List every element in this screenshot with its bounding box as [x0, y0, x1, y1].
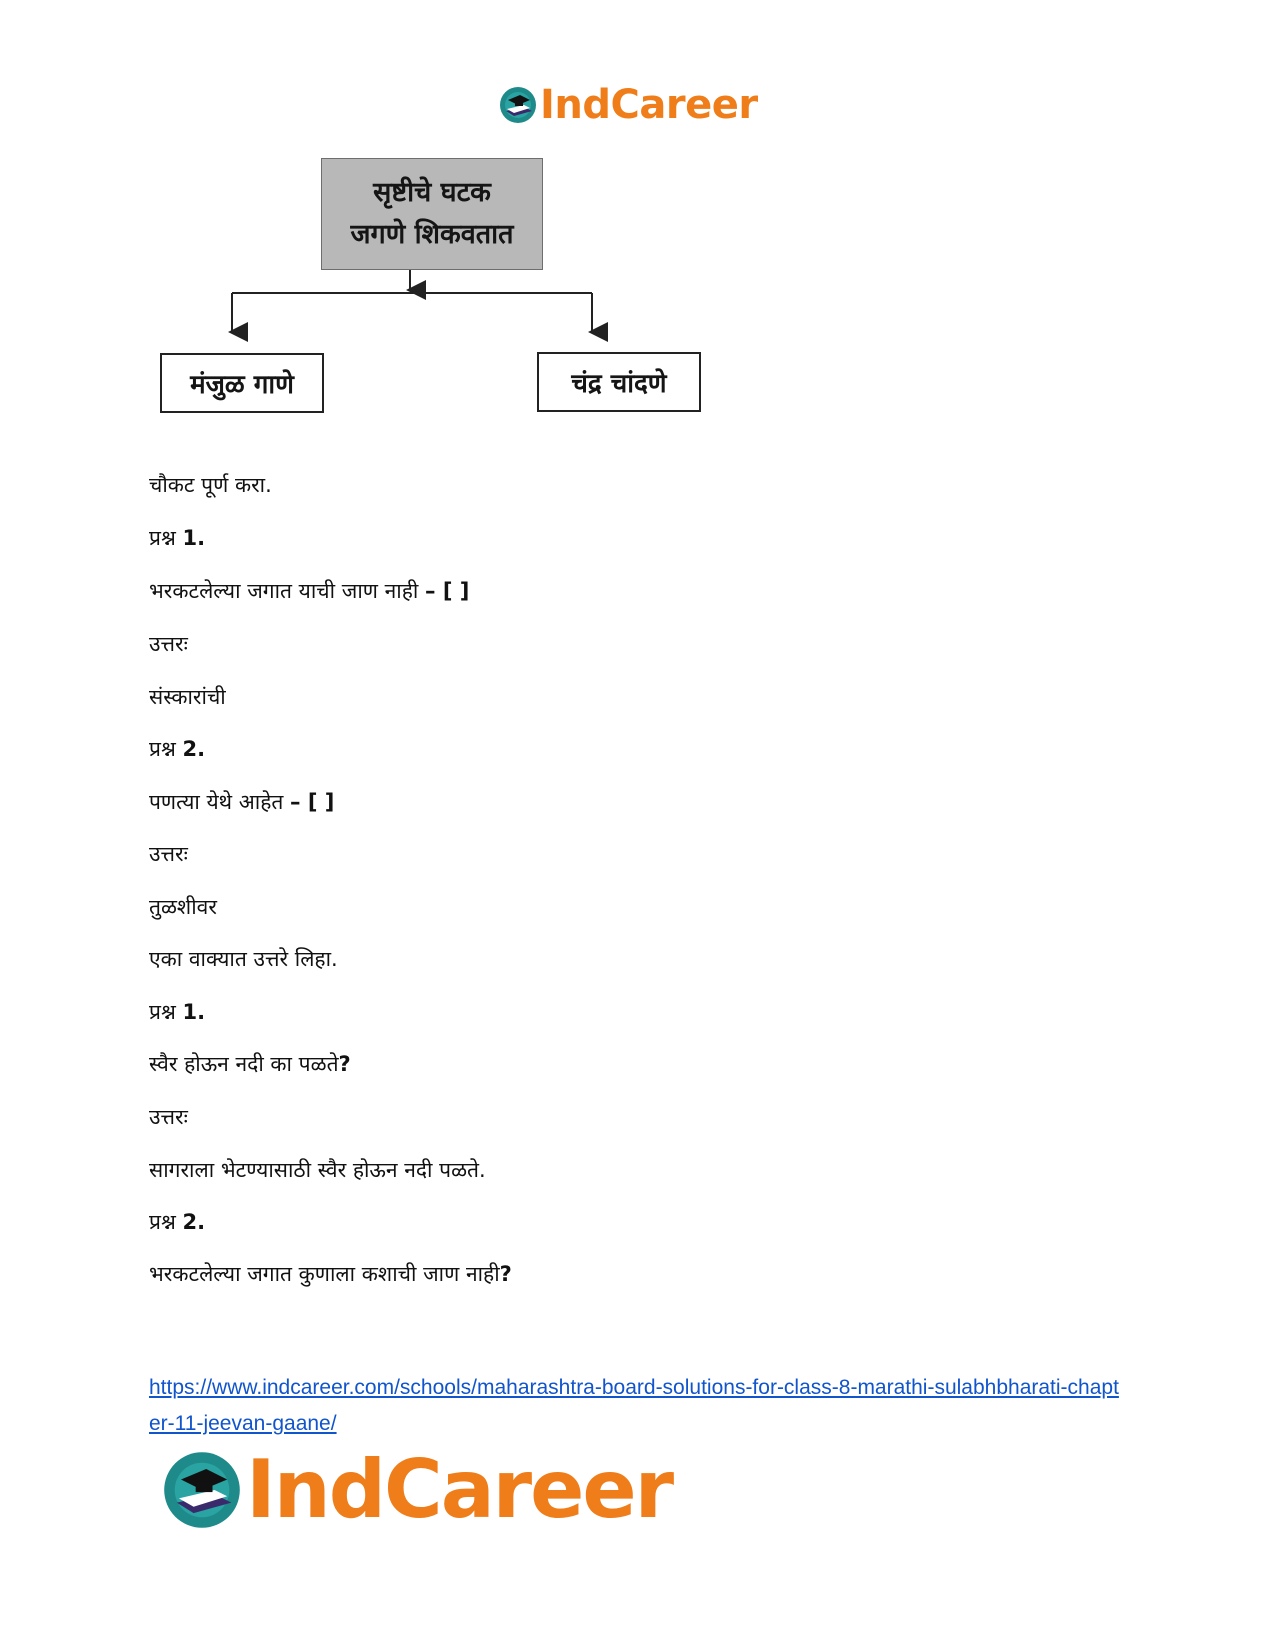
question-text	[149, 1259, 512, 1289]
answer-text: संस्कारांची	[149, 685, 226, 709]
question-label	[149, 734, 205, 764]
source-link[interactable]: https://www.indcareer.com/schools/maharashtra-board-solutions-for-class-8-marathi-sulabhbharati-chapter-11-jeevan-gaane/	[149, 1376, 1119, 1435]
logo-wordmark: IndCareer	[246, 1443, 673, 1536]
section-title-fill-box: चौकट पूर्ण करा.	[149, 473, 272, 497]
question-label	[149, 997, 205, 1027]
question-body: भरकटलेल्या जगात याची जाण नाही	[149, 579, 419, 603]
answer-text: तुळशीवर	[149, 895, 217, 919]
question-text	[149, 787, 334, 817]
question-word: प्रश्न	[149, 526, 176, 550]
diagram-center-box: सृष्टीचे घटक जगणे शिकवतात	[321, 158, 543, 270]
question-body: स्वैर होऊन नदी का पळते	[149, 1052, 339, 1076]
question-body: भरकटलेल्या जगात कुणाला कशाची जाण नाही	[149, 1262, 500, 1286]
question-number: 1.	[182, 1000, 206, 1024]
answer-label: उत्तरः	[149, 632, 188, 656]
header-logo	[498, 80, 758, 130]
answer-blank: – [ ]	[425, 579, 470, 603]
graduation-book-icon	[498, 85, 538, 125]
logo-wordmark: IndCareer	[540, 82, 758, 128]
footer-logo	[160, 1443, 673, 1536]
answer-blank: – [ ]	[290, 790, 335, 814]
concept-diagram	[150, 150, 710, 420]
question-mark: ?	[338, 1052, 351, 1076]
question-word: प्रश्न	[149, 1000, 176, 1024]
question-number: 2.	[182, 1210, 206, 1234]
question-number: 1.	[182, 526, 206, 550]
question-text	[149, 576, 469, 606]
question-text	[149, 1049, 351, 1079]
question-label	[149, 523, 205, 553]
question-word: प्रश्न	[149, 737, 176, 761]
graduation-book-icon	[160, 1448, 244, 1532]
question-word: प्रश्न	[149, 1210, 176, 1234]
diagram-left-box: मंजुळ गाणे	[160, 353, 324, 413]
answer-text: सागराला भेटण्यासाठी स्वैर होऊन नदी पळते.	[149, 1158, 486, 1182]
question-number: 2.	[182, 737, 206, 761]
answer-label: उत्तरः	[149, 842, 188, 866]
question-body: पणत्या येथे आहेत	[149, 790, 284, 814]
question-mark: ?	[499, 1262, 512, 1286]
answer-label: उत्तरः	[149, 1105, 188, 1129]
question-label	[149, 1207, 205, 1237]
diagram-right-box: चंद्र चांदणे	[537, 352, 701, 412]
section-title-one-sentence: एका वाक्यात उत्तरे लिहा.	[149, 947, 338, 971]
